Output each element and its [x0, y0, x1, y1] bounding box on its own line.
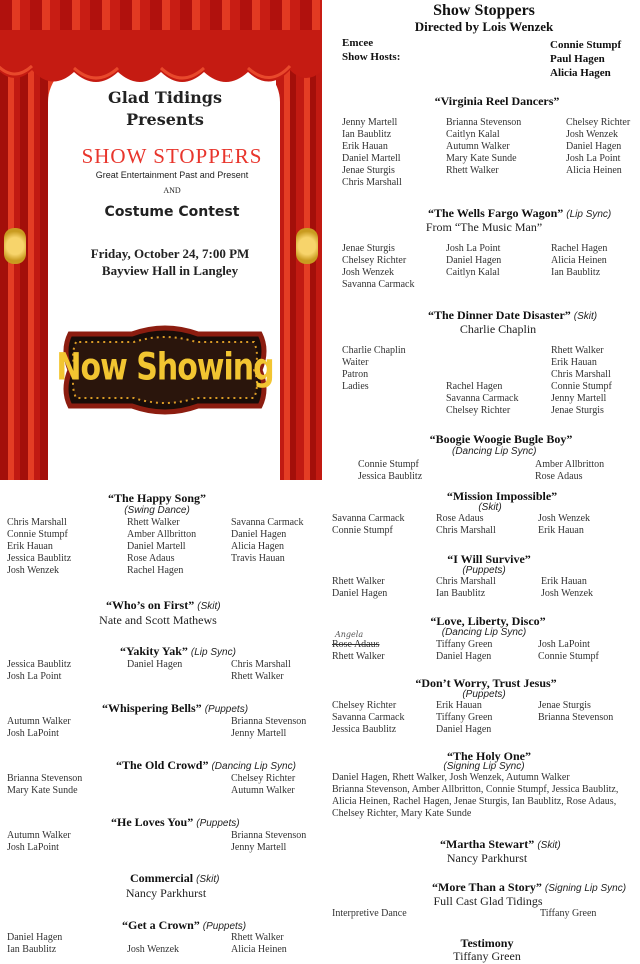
act-note: (Dancing Lip Sync) [441, 627, 527, 638]
cast-name: Tiffany Green [436, 639, 493, 650]
cast-name: Jenny Martell [231, 842, 287, 853]
act-title-text: “The Old Crowd” [116, 758, 209, 772]
act-cast-column [332, 639, 385, 663]
cast-name: Savanna Carmack [332, 513, 405, 524]
cast-name: Josh Wenzek [342, 267, 395, 278]
cast-name: Rhett Walker [332, 651, 385, 662]
cast-name: Rhett Walker [231, 671, 284, 682]
poster-and: AND [163, 186, 181, 195]
act-note: (Puppets) [204, 704, 249, 715]
cast-name: Brianna Stevenson [7, 773, 83, 784]
cast-name: Jessica Baublitz [332, 724, 397, 735]
act-title-text: Commercial [130, 871, 194, 885]
act-note: (Skit) [478, 502, 502, 513]
cast-name: Caitlyn Kalal [446, 267, 500, 278]
cast-name: Travis Hauan [231, 553, 285, 564]
cast-name-struck: Rose Adaus [332, 639, 380, 650]
act-subtitle: Nancy Parkhurst [125, 886, 207, 900]
cast-name: Chelsey Richter [342, 255, 407, 266]
cast-name: Savanna Carmack [342, 279, 415, 290]
director-credit: Directed by Lois Wenzek [414, 19, 554, 34]
program-title: Show Stoppers [433, 2, 535, 19]
cast-name: Rachel Hagen [551, 243, 608, 254]
cast-line: Alicia Heinen, Rachel Hagen, Jenae Sturgis, Ian Baublitz, Rose Adaus, [332, 796, 617, 807]
cast-name: Chris Marshall [7, 517, 67, 528]
act-title-text: “Yakity Yak” [120, 644, 188, 658]
act-cast-column [446, 243, 501, 279]
act-cast-column [436, 700, 492, 736]
cast-name: Rachel Hagen [127, 565, 184, 576]
cast-name: Josh Wenzek [538, 513, 591, 524]
act-cast-column [231, 773, 295, 797]
cast-name: Autumn Walker [231, 785, 295, 796]
act-title: “Don’t Worry, Trust Jesus” [415, 676, 557, 690]
act-note: (Puppets) [202, 921, 247, 932]
cast-name: Connie Stumpf [7, 529, 68, 540]
cast-name: Daniel Hagen [436, 651, 492, 662]
act-note: (Skit) [196, 874, 220, 885]
handwritten-correction: Angela [335, 630, 364, 639]
act-note: (Lip Sync) [190, 647, 236, 658]
cast-name: Daniel Martell [342, 153, 401, 164]
cast-name: Amber Allbritton [127, 529, 197, 540]
cast-name: Josh La Point [7, 671, 62, 682]
cast-name: Jessica Baublitz [7, 659, 72, 670]
act-cast-column [436, 513, 496, 537]
cast-name: Josh La Point [566, 153, 621, 164]
act-cast-column [566, 117, 630, 177]
act-cast-column [127, 659, 182, 671]
cast-name: Chelsey Richter [566, 117, 631, 128]
cast-name: Jenny Martell [551, 393, 607, 404]
cast-line: Brianna Stevenson, Amber Allbritton, Connie Stumpf, Jessica Baublitz, [332, 784, 619, 795]
cast-name: Josh LaPoint [538, 639, 590, 650]
act-title [106, 598, 221, 614]
act-note: (Skit) [573, 311, 598, 322]
cast-name: Jenae Sturgis [342, 243, 395, 254]
poster-line1: Glad Tidings [108, 88, 222, 107]
act-cast-column [231, 932, 287, 956]
act-title [111, 815, 240, 831]
cast-name: Savanna Carmack [446, 393, 519, 404]
act-title-text: “Who’s on First” [106, 598, 195, 612]
cast-name: Rose Adaus [436, 513, 484, 524]
act-note: (Puppets) [196, 818, 240, 829]
act-title-text: “Whispering Bells” [102, 701, 202, 715]
cast-name: Alicia Heinen [551, 255, 607, 266]
role-name: Charlie Chaplin [342, 345, 406, 356]
act-note: (Signing Lip Sync) [544, 883, 627, 894]
cast-name: Alicia Heinen [566, 165, 622, 176]
cast-name: Ian Baublitz [342, 129, 392, 140]
cast-name: Daniel Hagen [566, 141, 622, 152]
act-note: (Dancing Lip Sync) [452, 446, 537, 457]
role-name: Ladies [342, 381, 369, 392]
cast-name: Erik Hauan [538, 525, 584, 536]
act-note: (Skit) [537, 840, 561, 851]
act-note: (Skit) [197, 601, 221, 612]
cast-name: Josh LaPoint [7, 728, 59, 739]
cast-name: Rachel Hagen [446, 381, 503, 392]
act-cast-column [436, 576, 496, 600]
act-cast-column [535, 459, 604, 483]
act-title [120, 644, 236, 660]
cast-name: Chris Marshall [436, 576, 496, 587]
cast-name: Chelsey Richter [231, 773, 296, 784]
cast-name: Autumn Walker [7, 830, 71, 841]
cast-name: Josh Wenzek [541, 588, 594, 599]
act-cast-column [127, 517, 196, 577]
cast-name: Mary Kate Sunde [446, 153, 517, 164]
cast-name: Chris Marshall [551, 369, 611, 380]
cast-name: Connie Stumpf [358, 459, 419, 470]
act-subtitle: Tiffany Green [453, 949, 521, 963]
act-title-text: “Martha Stewart” [440, 837, 535, 851]
act-title-text: “More Than a Story” [432, 880, 542, 894]
poster-venue: Bayview Hall in Langley [101, 263, 239, 278]
cast-name: Chelsey Richter [446, 405, 511, 416]
emcee-label: Emcee [342, 37, 374, 49]
cast-name: Rhett Walker [446, 165, 499, 176]
act-cast-column [551, 243, 607, 279]
cast-name: Alicia Heinen [231, 944, 287, 955]
act-cast-column [7, 517, 71, 577]
act-title-text: “Get a Crown” [122, 918, 200, 932]
act-subtitle: From “The Music Man” [425, 220, 543, 234]
act-cast-column [7, 830, 71, 854]
cast-name: Erik Hauan [541, 576, 587, 587]
act-title: “Love, Liberty, Disco” [430, 614, 546, 628]
cast-name: Mary Kate Sunde [7, 785, 78, 796]
act-cast-column [7, 932, 62, 956]
act-cast-column [358, 459, 422, 483]
cast-name: Connie Stumpf [332, 525, 393, 536]
act-title-text: “The Wells Fargo Wagon” [428, 206, 564, 220]
act-cast-column [7, 773, 82, 797]
cast-name: Rhett Walker [127, 517, 180, 528]
act-cast-column [231, 716, 306, 740]
cast-name: Josh La Point [446, 243, 501, 254]
cast-name: Jessica Baublitz [7, 553, 72, 564]
host-name: Connie Stumpf [550, 39, 622, 51]
act-title: “I Will Survive” [447, 552, 531, 566]
act-title [102, 701, 248, 717]
act-cast-column [332, 576, 387, 600]
act-title: “Virginia Reel Dancers” [434, 94, 560, 108]
cast-name: Erik Hauan [7, 541, 53, 552]
act-cast-column [446, 381, 518, 417]
cast-name: Chris Marshall [231, 659, 291, 670]
show-poster [0, 0, 322, 480]
act-title-text: “The Dinner Date Disaster” [428, 308, 571, 322]
act-cast-column [7, 659, 71, 683]
cast-name: Jessica Baublitz [358, 471, 423, 482]
tieback-right [296, 228, 318, 264]
cast-name: Chris Marshall [436, 525, 496, 536]
cast-name: Autumn Walker [7, 716, 71, 727]
cast-name: Chelsey Richter [332, 700, 397, 711]
cast-name: Rose Adaus [127, 553, 175, 564]
cast-name: Erik Hauan [436, 700, 482, 711]
act-cast-column [127, 944, 179, 956]
cast-name: Savanna Carmack [231, 517, 304, 528]
cast-name: Rhett Walker [332, 576, 385, 587]
poster-contest: Costume Contest [104, 204, 240, 220]
act-cast-column [342, 117, 402, 189]
act-note: (Swing Dance) [124, 505, 190, 516]
act-cast-column [342, 243, 414, 291]
poster-title: SHOW STOPPERS [81, 144, 263, 168]
act-cast-column [538, 700, 613, 724]
cast-name: Daniel Hagen [436, 724, 492, 735]
act-title-text: “He Loves You” [111, 815, 194, 829]
cast-name: Chris Marshall [342, 177, 402, 188]
act-cast-column [436, 639, 492, 663]
cast-name: Jenae Sturgis [342, 165, 395, 176]
cast-name: Erik Hauan [551, 357, 597, 368]
act-title [130, 871, 219, 887]
cast-name: Ian Baublitz [551, 267, 601, 278]
cast-name: Daniel Hagen [7, 932, 63, 943]
act-cast-column [551, 345, 612, 417]
act-cast-column [541, 576, 593, 600]
act-cast-column [538, 513, 590, 537]
poster-line2: Presents [126, 110, 204, 129]
cast-name: Daniel Martell [127, 541, 186, 552]
poster-date: Friday, October 24, 7:00 PM [90, 246, 250, 261]
host-name: Paul Hagen [550, 53, 605, 65]
act-subtitle: Charlie Chaplin [459, 322, 537, 336]
act-title [122, 918, 246, 934]
cast-name: Daniel Hagen [332, 588, 388, 599]
role-name: Patron [342, 369, 369, 380]
cast-name: Josh Wenzek [7, 565, 60, 576]
cast-name: Jenae Sturgis [551, 405, 604, 416]
act-title: “The Happy Song” [107, 491, 207, 505]
act-subtitle: Full Cast Glad Tidings [433, 894, 543, 908]
act-title: “Mission Impossible” [446, 489, 558, 503]
act-cast-column [332, 513, 404, 537]
act-role-column [342, 345, 406, 393]
cast-name: Jenae Sturgis [538, 700, 591, 711]
cast-name: Daniel Hagen [446, 255, 502, 266]
cast-name: Jenny Martell [231, 728, 287, 739]
hosts-label: Show Hosts: [342, 51, 401, 63]
host-name: Alicia Hagen [550, 67, 611, 79]
act-note: (Puppets) [462, 689, 506, 700]
now-showing-text: Now Showing [56, 345, 274, 390]
cast-name: Rose Adaus [535, 471, 583, 482]
act-title: Testimony [460, 936, 514, 950]
cast-name: Savanna Carmack [332, 712, 405, 723]
cast-name: Erik Hauan [342, 141, 388, 152]
act-title [116, 758, 296, 774]
act-cast-column [332, 700, 404, 736]
cast-name: Brianna Stevenson [231, 830, 307, 841]
act-cast-paragraph [332, 772, 618, 820]
cast-name: Rhett Walker [231, 932, 284, 943]
act-note: (Signing Lip Sync) [443, 761, 525, 772]
curtain-valance [0, 30, 322, 90]
cast-name: Brianna Stevenson [231, 716, 307, 727]
cast-line: Chelsey Richter, Mary Kate Sunde [332, 808, 472, 819]
act-note: (Dancing Lip Sync) [211, 761, 296, 772]
poster-tagline: Great Entertainment Past and Present [95, 170, 249, 180]
cast-name: Ian Baublitz [436, 588, 486, 599]
act-note: (Puppets) [462, 565, 506, 576]
cast-name: Autumn Walker [446, 141, 510, 152]
act-note: (Lip Sync) [566, 209, 612, 220]
cast-name: Josh LaPoint [7, 842, 59, 853]
cast-name: Brianna Stevenson [446, 117, 522, 128]
act-cast-column [231, 517, 303, 565]
role-name: Waiter [342, 357, 369, 368]
cast-name: Tiffany Green [436, 712, 493, 723]
cast-name: Daniel Hagen [127, 659, 183, 670]
cast-name: Daniel Hagen [231, 529, 287, 540]
act-title: “The Holy One” [446, 749, 532, 763]
cast-name: Ian Baublitz [7, 944, 57, 955]
act-cast-column [231, 659, 291, 683]
act-cast-column [538, 639, 599, 663]
act-cast-column [231, 830, 306, 854]
cast-name: Alicia Hagen [231, 541, 285, 552]
cast-name: Josh Wenzek [127, 944, 180, 955]
role-name: Interpretive Dance [332, 908, 407, 919]
cast-name: Connie Stumpf [538, 651, 599, 662]
cast-name: Amber Allbritton [535, 459, 605, 470]
cast-name: Rhett Walker [551, 345, 604, 356]
cast-name: Josh Wenzek [566, 129, 619, 140]
act-cast-column [7, 716, 71, 740]
cast-line: Daniel Hagen, Rhett Walker, Josh Wenzek, Autumn Walker [332, 772, 570, 783]
act-subtitle: Nancy Parkhurst [446, 851, 528, 865]
cast-name: Connie Stumpf [551, 381, 612, 392]
cast-name: Caitlyn Kalal [446, 129, 500, 140]
tieback-left [4, 228, 26, 264]
act-title: “Boogie Woogie Bugle Boy” [429, 432, 573, 446]
cast-name: Tiffany Green [540, 908, 597, 919]
cast-name: Brianna Stevenson [538, 712, 614, 723]
act-cast-column [446, 117, 521, 177]
act-subtitle: Nate and Scott Mathews [99, 613, 217, 627]
cast-name: Jenny Martell [342, 117, 398, 128]
